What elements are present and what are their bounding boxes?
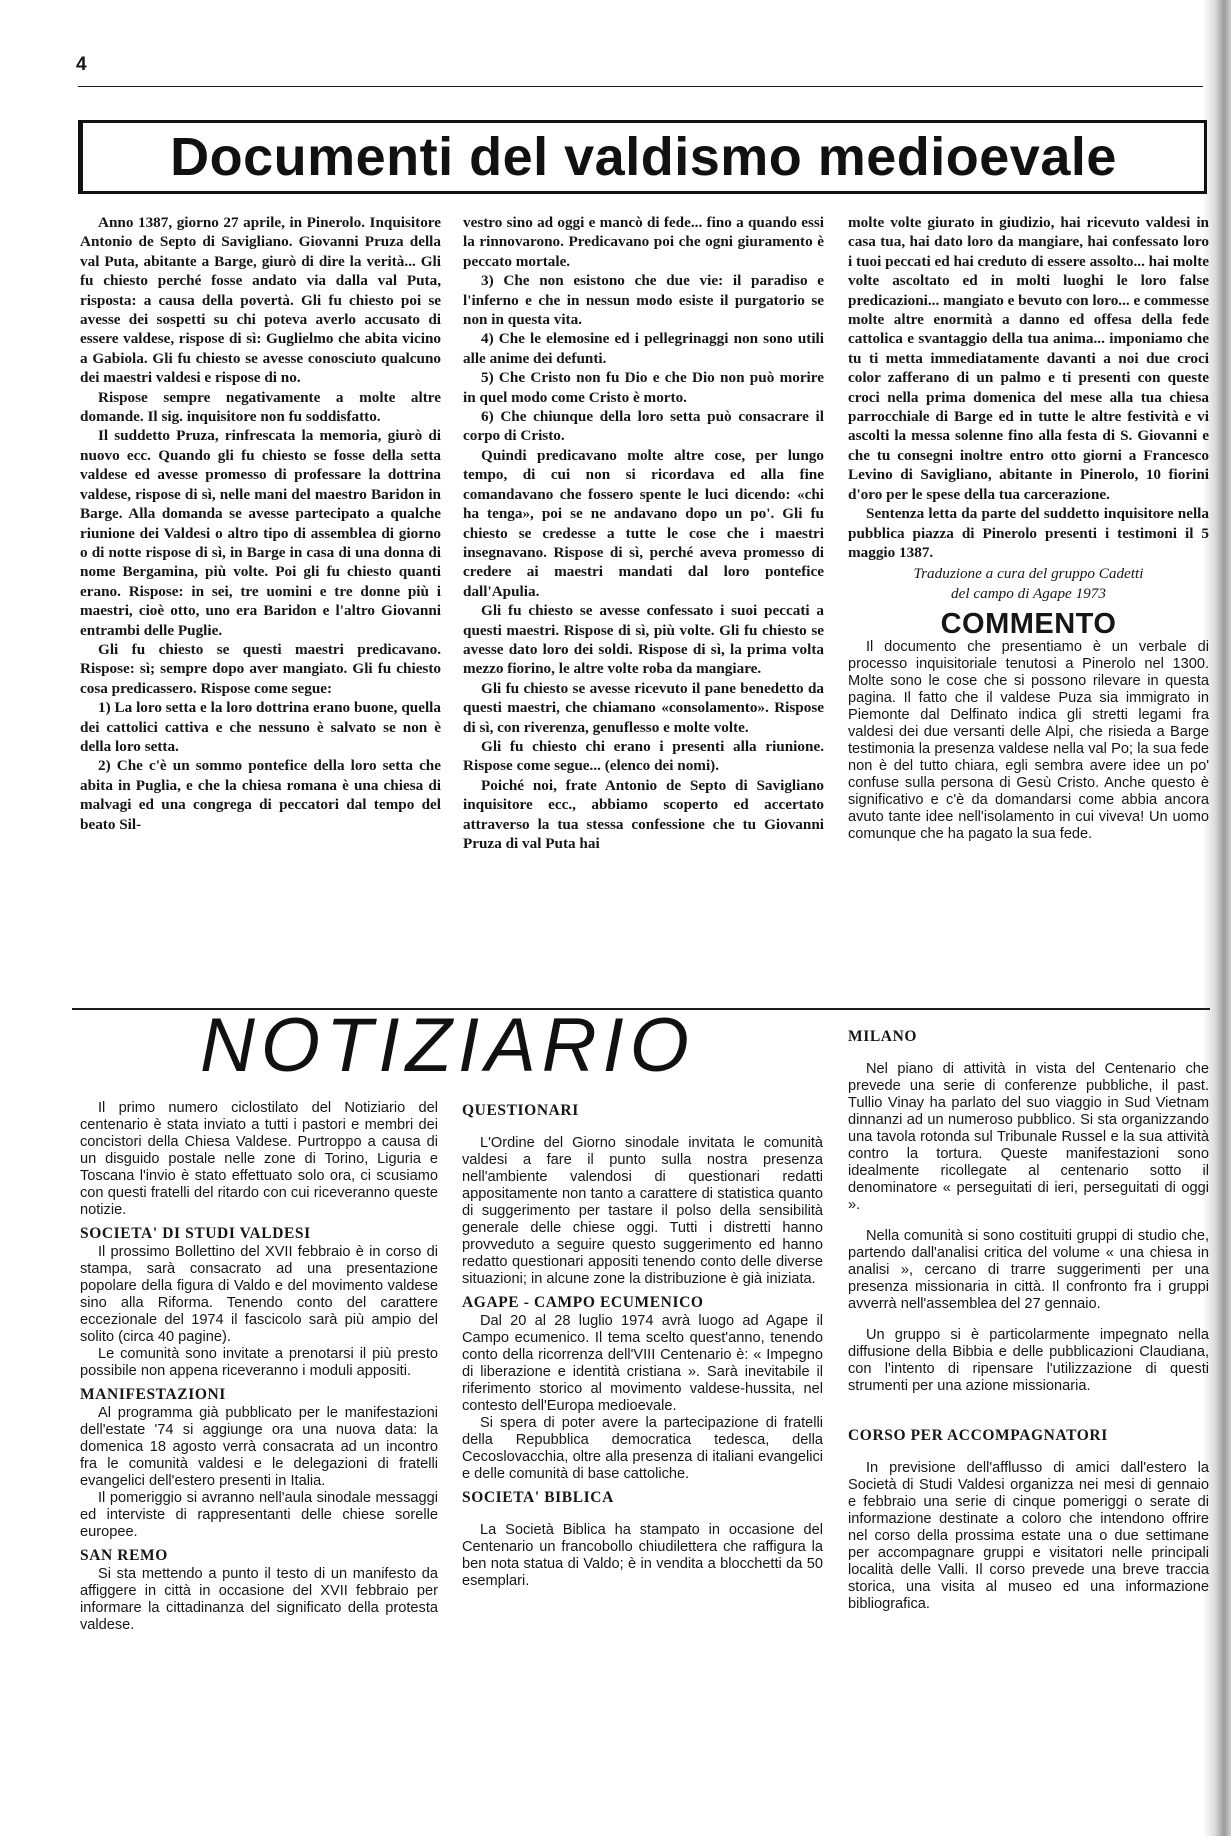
article-paragraph: Anno 1387, giorno 27 aprile, in Pinerolo. Inquisitore Antonio de Septo di Savigliano. Giovanni Pruza della val Puta, abitante a Barge, giurò di dire la verità... Gli fu chiesto perché fosse andato via dalla val Puta, risposta: a causa della povertà. Gli fu chiesto poi se avesse dei sospetti su chi poteva averlo accusato di essere valdese, rispose di sì: Guglielmo che abita vicino a Gabiola. Gli fu chiesto se avesse conosciuto qualcuno dei maestri valdesi e rispose di no.	[80, 214, 441, 387]
notiziario-column-1	[80, 1100, 438, 1634]
page-number: 4	[76, 54, 87, 75]
commento-paragraph: Il documento che presentiamo è un verbale di processo inquisitoriale tenutosi a Pinerolo nel 1300. Molte sono le cose che si possono rilevare in questa pagina. Il fatto che il valdese Puza sia immigrato in Piemonte dal Delfinato indica gli stretti legami fra valdesi dei due versanti delle Alpi, che risieda a Barge testimonia la presenza valdese nella val Po; la sua fede non è del tutto chiara, egli sembra avere idee un po' confuse sulla persona di Gesù Cristo. Anche questo è significativo e c'è da domandarsi come abbia ancora avuto tante idee nell'isolamento in cui viveva! Un uomo comunque che ha pagato la sua fede.	[848, 638, 1209, 842]
article-paragraph: Il suddetto Pruza, rinfrescata la memoria, giurò di nuovo ecc. Quando gli fu chiesto se fosse della setta valdese ed avesse promesso di professare la dottrina valdese, rispose di sì, nelle mani del maestro Baridon in Barge. Alla domanda se avesse partecipato a qualche riunione dei Valdesi o altro tipo di assemblea di giorno o di notte rispose di sì, in Barge in casa di una donna di nome Bergamina, più volte. Poi gli fu chiesto quanti erano. Rispose: in sei, tre uomini e tre donne più i maestri, cioè otto, uno era Baridon e l'altro Giovanni entrambi delle Puglie.	[80, 427, 441, 639]
spacer	[848, 1446, 1209, 1460]
section-heading: CORSO PER ACCOMPAGNATORI	[848, 1427, 1108, 1444]
article-paragraph: Sentenza letta da parte del suddetto inquisitore nella pubblica piazza di Pinerolo presenti i testimoni il 5 maggio 1387.	[848, 505, 1209, 561]
article-paragraph: 6) Che chiunque della loro setta può consacrare il corpo di Cristo.	[463, 408, 824, 445]
article-paragraph: Gli fu chiesto se questi maestri predicavano. Rispose: sì; sempre dopo aver mangiato. Gli fu chiesto cosa predicassero. Rispose come segue:	[80, 640, 441, 697]
spacer	[848, 1214, 1209, 1228]
article-column-2	[463, 213, 824, 853]
section-heading: QUESTIONARI	[462, 1102, 579, 1119]
news-paragraph: Un gruppo si è particolarmente impegnato nella diffusione della Bibbia e delle pubblicazioni Claudiana, con l'intento di ripensare l'utilizzazione di questi strumenti per una azione missionaria.	[848, 1327, 1209, 1394]
news-paragraph: Si sta mettendo a punto il testo di un manifesto da affiggere in città in occasione del XVII febbraio per informare la cittadinanza del significato della protesta valdese.	[80, 1566, 438, 1633]
commento-heading: COMMENTO	[940, 608, 1117, 641]
news-paragraph: Il pomeriggio si avranno nell'aula sinodale messaggi ed interviste di rappresentanti delle chiese sorelle europee.	[80, 1490, 438, 1540]
translation-credit: Traduzione a cura del gruppo Cadetti del campo di Agape 1973	[913, 565, 1144, 602]
article-paragraph: Gli fu chiesto se avesse confessato i suoi peccati a questi maestri. Rispose di sì, più volte. Gli fu chiesto se avesse dato loro dei soldi. Rispose di sì, la prima volta mezzo fiorino, le altre volte roba da mangiare.	[463, 602, 824, 678]
article-paragraph: molte volte giurato in giudizio, hai ricevuto valdesi in casa tua, hai dato loro da mangiare, hai confessato loro i tuoi peccati ed hai creduto di essere assolto... hai molte volte ascoltato ed in molti luoghi le loro false predicazioni... mangiato e bevuto con loro... e commesse molte altre enormità a danno ed offesa della fede cattolica e svantaggio della tua anima... imponiamo che tu ti metta immediatamente davanti a noi due croci color zafferano di un palmo e ti presenti con queste croci nella prima domenica del mese alla tua chiesa parrocchiale di Barge ed in tutte le altre festività e vi ascolti la messa solenne fino alla festa di S. Giovanni e che tu consegni inoltre entro otto giorni a Francesco Levino di Savigliano, abitante in Pinerolo, 10 fiorini d'oro per le spese della tua carcerazione.	[848, 214, 1209, 503]
news-paragraph: Si spera di poter avere la partecipazione di fratelli della Repubblica democratica tedesca, della Cecoslovacchia, oltre alla presenza di italiani evangelici e delle comunità di base cattoliche.	[462, 1415, 823, 1482]
article-paragraph: 4) Che le elemosine ed i pellegrinaggi non sono utili alle anime dei defunti.	[463, 330, 824, 367]
spacer	[848, 1047, 1209, 1061]
header-rule	[78, 86, 1208, 87]
article-paragraph: Gli fu chiesto se avesse ricevuto il pane benedetto da questi maestri, che chiamano «consolamento». Rispose di sì, con riverenza, genuflesso e molte volte.	[463, 679, 824, 736]
section-heading: MANIFESTAZIONI	[80, 1386, 226, 1403]
commento-body	[848, 639, 1209, 843]
title-box	[78, 120, 1207, 194]
article-column-3	[848, 213, 1209, 843]
news-paragraph: Il prossimo Bollettino del XVII febbraio è in corso di stampa, sarà consacrato ad una presentazione popolare della figura di Valdo e del movimento valdese sino alla Riforma. Tenendo conto del carattere eccezionale del 1974 il fascicolo sarà più ampio del solito (circa 40 pagine).	[80, 1244, 438, 1345]
spacer	[462, 1121, 823, 1135]
notiziario-column-3	[848, 1028, 1209, 1613]
news-paragraph: Dal 20 al 28 luglio 1974 avrà luogo ad Agape il Campo ecumenico. Il tema scelto quest'anno, tenendo conto della ricorrenza dell'VIII Centenario è: « Impegno di liberazione e identità cristiana ». Sarà inevitabile il riferimento storico al movimento valdese-hussita, nel contesto dell'Europa medioevale.	[462, 1313, 823, 1414]
news-paragraph: Nel piano di attività in vista del Centenario che prevede una serie di conferenze pubbliche, il past. Tullio Vinay ha parlato del suo viaggio in Sud Vietnam dinnanzi ad un numeroso pubblico. Si sta organizzando una tavola rotonda sul Tribunale Russel e la sua attività contro la tortura. Queste manifestazioni sono idealmente ricollegate al centenario sotto il denominatore « perseguitati di ieri, perseguitati di oggi ».	[848, 1061, 1209, 1213]
article-paragraph: 1) La loro setta e la loro dottrina erano buone, quella dei cattolici cattiva e che nessuno è salvato se non è della loro setta.	[80, 699, 441, 755]
article-paragraph: Gli fu chiesto chi erano i presenti alla riunione. Rispose come segue... (elenco dei nomi).	[463, 737, 824, 775]
news-paragraph: Al programma già pubblicato per le manifestazioni dell'estate '74 si aggiunge ora una nuova data: la domenica 18 agosto verrà consacrata ad un incontro fra le comunità valdesi e le delegazioni di fratelli evangelici dell'estero presenti in Italia.	[80, 1405, 438, 1489]
article-column-1	[80, 213, 441, 834]
notiziario-intro: Il primo numero ciclostilato del Notiziario del centenario è stata inviato a tutti i pastori e membri dei concistori della Chiesa Valdese. Purtroppo a causa di un disguido postale nelle zone di Torino, Liguria e Toscana l'invio è stato effettuato solo ora, ci scusiamo con questi fratelli del ritardo con cui riceveranno queste notizie.	[80, 1100, 438, 1218]
article-paragraph: Poiché noi, frate Antonio de Septo di Savigliano inquisitore ecc., abbiamo scoperto ed accertato attraverso la tua stessa confessione che tu Giovanni Pruza di val Puta hai	[463, 776, 824, 852]
section-heading: SOCIETA' BIBLICA	[462, 1489, 614, 1506]
article-paragraph: 3) Che non esistono che due vie: il paradiso e l'inferno e che in nessun modo esiste il purgatorio se non in questa vita.	[463, 272, 824, 329]
spacer	[462, 1508, 823, 1522]
article-paragraph: vestro sino ad oggi e mancò di fede... fino a quando essi la rinnovarono. Predicavano poi che ogni giuramento è peccato mortale.	[463, 214, 824, 270]
article-paragraph: 5) Che Cristo non fu Dio e che Dio non può morire in quel modo come Cristo è morto.	[463, 369, 824, 406]
spacer	[848, 1395, 1209, 1421]
page-title: Documenti del valdismo medioevale	[170, 127, 1117, 187]
news-paragraph: L'Ordine del Giorno sinodale invitata le comunità valdesi a fare il punto sulla nostra presenza nell'ambiente valendosi di questionari redatti appositamente non tanto a carattere di statistica quanto di suggerimento per tastare il polso della sensibilità generale delle chiese oggi. Tutti i distretti hanno provveduto a seguire questo suggerimento ed hanno redatto questionari appositi tenendo conto delle diverse situazioni; in alcune zone la distribuzione è già iniziata.	[462, 1135, 823, 1287]
article-paragraph: 2) Che c'è un sommo pontefice della loro setta che abita in Puglia, e che la chiesa romana è una chiesa di malvagi ed una congrega di peccatori dal tempo del beato Sil-	[80, 757, 441, 833]
article-paragraph: Quindi predicavano molte altre cose, per lungo tempo, di cui non si ricordava ed alla fine comandavano che fossero spente le luci dicendo: «chi ha tenga», poi se ne andavano dopo un po'. Gli fu chiesto se credesse a tutte le cose che i maestri insegnavano. Rispose di sì, perché aveva promesso di credere ai maestri mandati dal loro pontefice dall'Apulia.	[463, 446, 824, 600]
news-paragraph: Le comunità sono invitate a prenotarsi il più presto possibile non appena riceveranno i moduli appositi.	[80, 1346, 438, 1379]
section-heading: MILANO	[848, 1028, 918, 1045]
news-paragraph: La Società Biblica ha stampato in occasione del Centenario un francobollo chiudilettera che raffigura la ben nota statua di Valdo; è in vendita a blocchetti da 50 esemplari.	[462, 1522, 823, 1589]
news-paragraph: Nella comunità si sono costituiti gruppi di studio che, partendo dall'analisi critica del volume « una chiesa in analisi », cercano di trarre suggerimenti per una presenza missionaria in città. Il confronto fra i gruppi avverrà nell'assemblea del 27 gennaio.	[848, 1228, 1209, 1312]
spacer	[848, 1313, 1209, 1327]
article-paragraph: Rispose sempre negativamente a molte altre domande. Il sig. inquisitore non fu soddisfatto.	[80, 388, 441, 426]
news-paragraph: In previsione dell'afflusso di amici dall'estero la Società di Studi Valdesi organizza nei mesi di gennaio e febbraio una serie di cinque pomeriggi o serate di informazione destinate a coloro che intendono offrire nel corso della prossima estate una o due settimane per accompagnare gruppi e visitatori nelle principali località delle Valli. Il corso prevede una breve traccia storica, una visita al museo ed una informazione bibliografica.	[848, 1460, 1209, 1612]
section-heading: SAN REMO	[80, 1547, 168, 1564]
section-heading: AGAPE - CAMPO ECUMENICO	[462, 1294, 704, 1311]
notiziario-heading: NOTIZIARIO	[200, 1003, 695, 1088]
notiziario-column-2	[462, 1102, 823, 1590]
section-heading: SOCIETA' DI STUDI VALDESI	[80, 1225, 311, 1242]
